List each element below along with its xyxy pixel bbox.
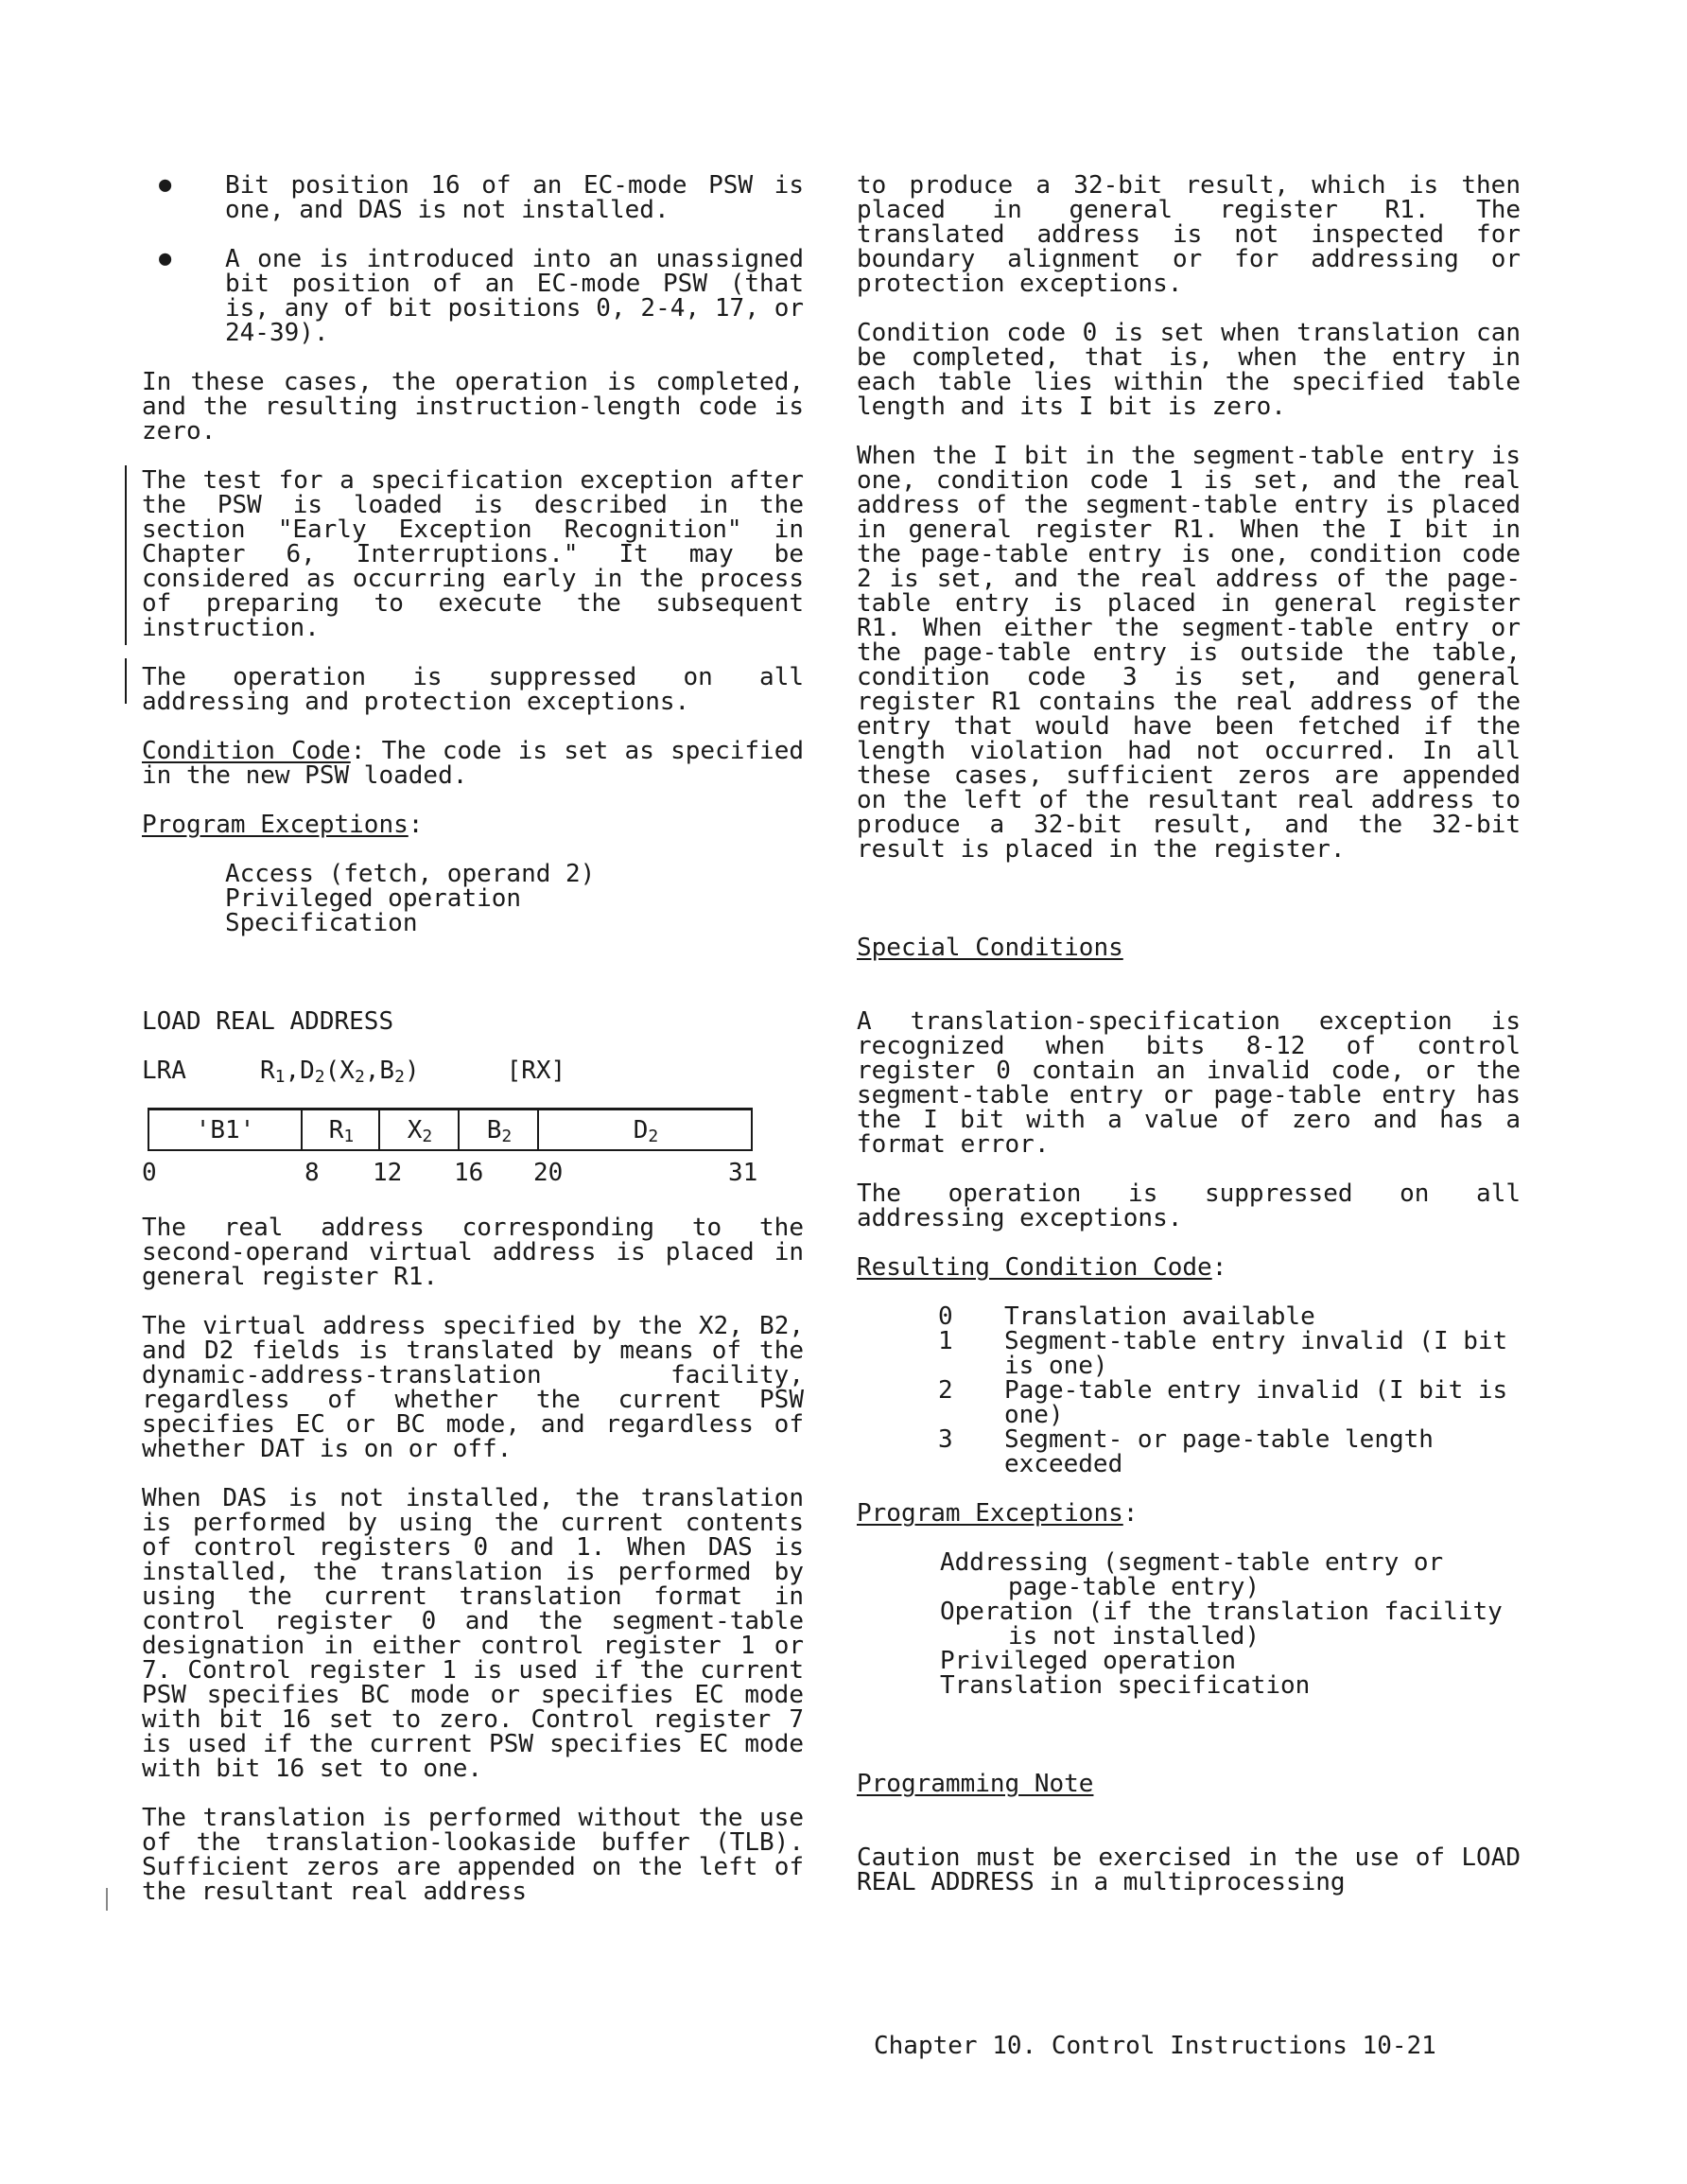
list-item: Access (fetch, operand 2) — [225, 860, 596, 888]
bit-position: 20 — [533, 1159, 564, 1187]
x2-field: $X_2$ — [378, 1110, 460, 1150]
list-item: Specification — [225, 909, 418, 937]
opcode-field: 'B1' — [195, 1116, 255, 1144]
paragraph: When DAS is not installed, the translation is performed by using the current contents of control registers 0 and 1. When DAS is installed, the translation is performed by using the current translation format in control register 0 and the segment-table designation in either control register 1 or 7. Control register 1 is used if the current PSW specifies BC mode or specifies EC mode with bit 16 set to zero. Control register 7 is used if the current PSW specifies EC mode with bit 16 set to one. — [142, 1484, 804, 1783]
paragraph: When the I bit in the segment-table entry is one, condition code 1 is set, and the real address of the segment-table entry is placed in general register R1. When the I bit in the page-table entry is one, condition code 2 is set, and the real address of the page-table entry is placed in general register R1. When either the segment-table entry or the page-table entry is outside the table, condition code 3 is set, and general register R1 contains the real address of the entry that would have been fetched if the length violation had not occurred. In all these cases, sufficient zeros are appended on the left of the resultant real address to produce a 32-bit result, and the 32-bit result is placed in the register. — [857, 442, 1521, 864]
r1-field: $R_1$ — [301, 1110, 380, 1150]
revision-bar — [125, 465, 127, 645]
exception-list — [142, 862, 804, 935]
condition-code-paragraph: Condition Code: The code is set as specified in the new PSW loaded. — [142, 737, 804, 790]
paragraph: Condition code 0 is set when translation can be completed, that is, when the entry in each table lies within the specified table length and its I bit is zero. — [857, 319, 1521, 421]
bullet-icon: ● — [159, 247, 172, 271]
bit-position: 8 — [304, 1159, 320, 1187]
condition-code-label: Condition Code — [142, 737, 351, 765]
resulting-condition-code-heading: Resulting Condition Code: — [857, 1253, 1227, 1282]
format-box — [148, 1108, 753, 1151]
bullet-icon: ● — [159, 173, 172, 197]
paragraph: The virtual address specified by the X2, B2, and D2 fields is translated by means of the dynamic-address-translation facility, regardless of whether the current PSW specifies EC or BC mode, and regardless of whether DAT is on or off. — [142, 1312, 804, 1463]
instruction-title: LOAD REAL ADDRESS — [142, 1007, 394, 1036]
list-item: Privileged operation — [940, 1647, 1237, 1675]
revision-bar — [125, 658, 127, 704]
list-item: 0 Translation available — [938, 1302, 1315, 1331]
right-column — [857, 173, 1521, 1919]
instruction-format-diagram — [142, 1108, 804, 1191]
paragraph: The test for a specification exception after the PSW is loaded is described in the section "Early Exception Recognition" in Chapter 6, Interruptions." It may be considered as occurring early in the process of preparing to execute the subsequent instruction. — [142, 466, 804, 642]
list-item: 2 Page-table entry invalid (I bit is one) — [938, 1376, 1508, 1429]
list-item: Translation specification — [940, 1671, 1311, 1700]
paragraph: The translation is performed without the use of the translation-lookaside buffer (TLB). Sufficient zeros are appended on the left of the resultant real address — [142, 1804, 804, 1906]
paragraph: In these cases, the operation is completed, and the resulting instruction-length code is zero. — [142, 368, 804, 446]
list-item: ● A one is introduced into an unassigned bit position of an EC-mode PSW (that is, any of bit positions 0, 2-4, 17, or 24-39). — [159, 245, 804, 347]
d2-field: $D_2$ — [537, 1110, 753, 1150]
program-exceptions-heading: Program Exceptions: — [857, 1499, 1139, 1528]
list-item: Operation (if the translation facility is not installed) — [940, 1598, 1503, 1651]
condition-code-list — [857, 1304, 1521, 1476]
bit-position: 12 — [373, 1159, 403, 1187]
paragraph: The real address corresponding to the second-operand virtual address is placed in general register R1. — [142, 1214, 804, 1291]
list-item: 1 Segment-table entry invalid (I bit is one) — [938, 1327, 1508, 1380]
bit-position: 16 — [454, 1159, 484, 1187]
paragraph: The operation is suppressed on all addressing exceptions. — [857, 1179, 1521, 1232]
programming-note-heading: Programming Note — [857, 1770, 1094, 1798]
paragraph: The operation is suppressed on all addressing and protection exceptions. — [142, 663, 804, 716]
paragraph: Caution must be exercised in the use of LOAD REAL ADDRESS in a multiprocessing — [857, 1843, 1521, 1896]
list-item: ● Bit position 16 of an EC-mode PSW is one, and DAS is not installed. — [159, 171, 804, 224]
bit-position: 31 — [728, 1159, 758, 1187]
program-exceptions-heading: Program Exceptions: — [142, 811, 424, 839]
special-conditions-heading: Special Conditions — [857, 934, 1123, 962]
margin-mark — [106, 1888, 108, 1911]
paragraph: A translation-specification exception is recognized when bits 8-12 of control register 0 contain an invalid code, or the segment-table entry or page-table entry has the I bit with a value of zero and has a format error. — [857, 1007, 1521, 1159]
b2-field: $B_2$ — [458, 1110, 539, 1150]
instruction-syntax: LRA $R_1,D_2(X_2,B_2)$ [RX] — [142, 1057, 566, 1087]
list-item: 3 Segment- or page-table length exceeded — [938, 1425, 1434, 1478]
left-column — [142, 173, 804, 1929]
paragraph: to produce a 32-bit result, which is then placed in general register R1. The translated address is not inspected for boundary alignment or for addressing or protection exceptions. — [857, 171, 1521, 298]
list-item: Addressing (segment-table entry or page-table entry) — [940, 1548, 1444, 1601]
exception-list — [857, 1550, 1521, 1698]
page-footer: Chapter 10. Control Instructions 10-21 — [874, 2032, 1436, 2060]
bit-position: 0 — [142, 1159, 157, 1187]
list-item: Privileged operation — [225, 884, 522, 913]
